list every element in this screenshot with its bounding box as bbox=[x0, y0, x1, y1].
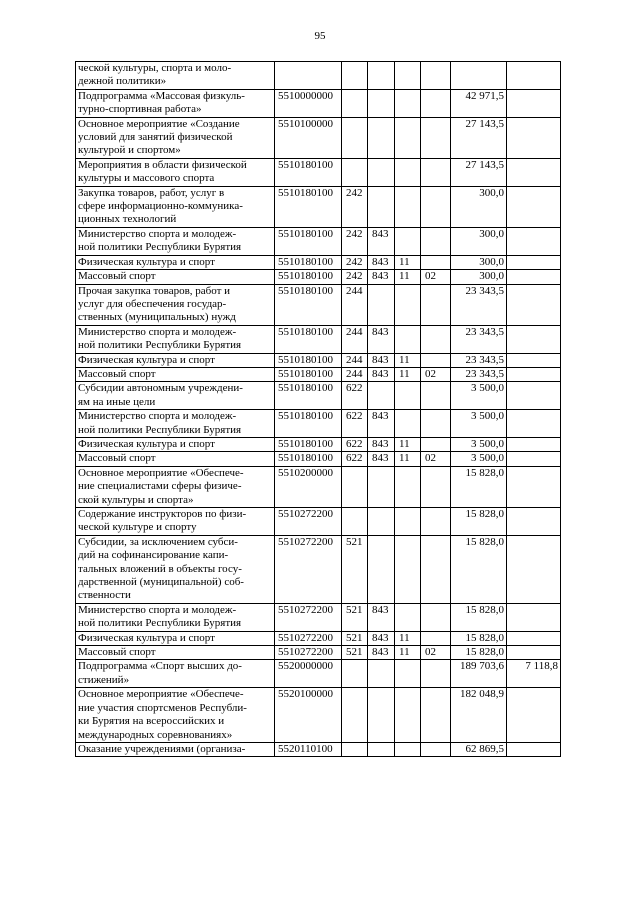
subsection-cell bbox=[421, 535, 451, 603]
table-row bbox=[76, 353, 561, 367]
expense-type-cell: 242 bbox=[342, 186, 368, 227]
target-code-cell: 5520110100 bbox=[275, 742, 342, 756]
row-name-cell: Подпрограмма «Спорт высших до- стижений» bbox=[76, 660, 275, 688]
row-name-cell: Оказание учреждениями (организа- bbox=[76, 742, 275, 756]
expense-type-cell bbox=[342, 660, 368, 688]
amount-cell: 23 343,5 bbox=[451, 367, 507, 381]
expense-type-cell: 244 bbox=[342, 353, 368, 367]
amount-extra-cell bbox=[507, 255, 561, 269]
row-name-cell: Мероприятия в области физической культуры и массового спорта bbox=[76, 158, 275, 186]
subsection-cell bbox=[421, 660, 451, 688]
row-name-cell: Физическая культура и спорт bbox=[76, 255, 275, 269]
amount-cell: 300,0 bbox=[451, 186, 507, 227]
expense-type-cell: 521 bbox=[342, 631, 368, 645]
amount-cell: 15 828,0 bbox=[451, 535, 507, 603]
target-code-cell: 5510200000 bbox=[275, 466, 342, 507]
amount-cell: 23 343,5 bbox=[451, 353, 507, 367]
amount-extra-cell bbox=[507, 688, 561, 743]
department-cell: 843 bbox=[368, 452, 395, 466]
amount-extra-cell bbox=[507, 646, 561, 660]
row-name-cell: Содержание инструкторов по физи- ческой культуре и спорту bbox=[76, 508, 275, 536]
subsection-cell bbox=[421, 603, 451, 631]
row-name-cell: Физическая культура и спорт bbox=[76, 437, 275, 451]
amount-cell: 189 703,6 bbox=[451, 660, 507, 688]
amount-cell: 15 828,0 bbox=[451, 631, 507, 645]
department-cell bbox=[368, 158, 395, 186]
subsection-cell bbox=[421, 631, 451, 645]
expense-type-cell bbox=[342, 62, 368, 90]
expense-type-cell bbox=[342, 742, 368, 756]
subsection-cell bbox=[421, 284, 451, 325]
target-code-cell: 5520000000 bbox=[275, 660, 342, 688]
amount-extra-cell bbox=[507, 603, 561, 631]
subsection-cell bbox=[421, 742, 451, 756]
amount-cell: 23 343,5 bbox=[451, 325, 507, 353]
department-cell bbox=[368, 382, 395, 410]
expense-type-cell bbox=[342, 117, 368, 158]
table-row bbox=[76, 227, 561, 255]
amount-extra-cell bbox=[507, 158, 561, 186]
target-code-cell: 5510180100 bbox=[275, 284, 342, 325]
amount-cell: 300,0 bbox=[451, 270, 507, 284]
section-cell bbox=[395, 158, 421, 186]
expense-type-cell: 622 bbox=[342, 410, 368, 438]
subsection-cell: 02 bbox=[421, 270, 451, 284]
amount-cell: 3 500,0 bbox=[451, 382, 507, 410]
table-row bbox=[76, 89, 561, 117]
table-row bbox=[76, 535, 561, 603]
target-code-cell: 5510180100 bbox=[275, 382, 342, 410]
table-row bbox=[76, 382, 561, 410]
target-code-cell: 5510180100 bbox=[275, 325, 342, 353]
expense-type-cell: 521 bbox=[342, 646, 368, 660]
subsection-cell bbox=[421, 382, 451, 410]
target-code-cell: 5510180100 bbox=[275, 437, 342, 451]
target-code-cell: 5510180100 bbox=[275, 367, 342, 381]
table-row bbox=[76, 466, 561, 507]
subsection-cell bbox=[421, 688, 451, 743]
subsection-cell bbox=[421, 437, 451, 451]
amount-extra-cell bbox=[507, 270, 561, 284]
table-row bbox=[76, 255, 561, 269]
department-cell bbox=[368, 186, 395, 227]
department-cell bbox=[368, 117, 395, 158]
amount-extra-cell bbox=[507, 508, 561, 536]
amount-extra-cell bbox=[507, 62, 561, 90]
department-cell bbox=[368, 508, 395, 536]
subsection-cell: 02 bbox=[421, 452, 451, 466]
section-cell bbox=[395, 284, 421, 325]
row-name-cell: Субсидии, за исключением субси- дий на софинансирование капи- тальных вложений в объекты госу- дарственной (муниципальной) соб- ственности bbox=[76, 535, 275, 603]
table-row bbox=[76, 186, 561, 227]
budget-table bbox=[75, 61, 561, 757]
amount-cell: 15 828,0 bbox=[451, 646, 507, 660]
department-cell: 843 bbox=[368, 631, 395, 645]
row-name-cell: Министерство спорта и молодеж- ной политики Республики Бурятия bbox=[76, 603, 275, 631]
table-row bbox=[76, 117, 561, 158]
section-cell bbox=[395, 603, 421, 631]
table-row bbox=[76, 603, 561, 631]
table-row bbox=[76, 742, 561, 756]
target-code-cell: 5510000000 bbox=[275, 89, 342, 117]
target-code-cell: 5510272200 bbox=[275, 603, 342, 631]
row-name-cell: Основное мероприятие «Обеспече- ние участия спортсменов Республи- ки Бурятия на всероссийских и международных соревнованиях» bbox=[76, 688, 275, 743]
amount-cell: 27 143,5 bbox=[451, 158, 507, 186]
department-cell bbox=[368, 535, 395, 603]
row-name-cell: Основное мероприятие «Создание условий для занятий физической культурой и спортом» bbox=[76, 117, 275, 158]
amount-extra-cell bbox=[507, 186, 561, 227]
section-cell: 11 bbox=[395, 367, 421, 381]
expense-type-cell: 521 bbox=[342, 603, 368, 631]
amount-extra-cell bbox=[507, 437, 561, 451]
expense-type-cell bbox=[342, 158, 368, 186]
expense-type-cell: 521 bbox=[342, 535, 368, 603]
table-row bbox=[76, 62, 561, 90]
row-name-cell: Массовый спорт bbox=[76, 452, 275, 466]
row-name-cell: Физическая культура и спорт bbox=[76, 631, 275, 645]
department-cell: 843 bbox=[368, 410, 395, 438]
amount-extra-cell bbox=[507, 325, 561, 353]
row-name-cell: Подпрограмма «Массовая физкуль- турно-спортивная работа» bbox=[76, 89, 275, 117]
section-cell bbox=[395, 660, 421, 688]
department-cell bbox=[368, 284, 395, 325]
row-name-cell: Основное мероприятие «Обеспече- ние специалистами сферы физиче- ской культуры и спорта» bbox=[76, 466, 275, 507]
expense-type-cell bbox=[342, 508, 368, 536]
subsection-cell bbox=[421, 158, 451, 186]
subsection-cell: 02 bbox=[421, 367, 451, 381]
expense-type-cell: 242 bbox=[342, 255, 368, 269]
page-number: 95 bbox=[314, 30, 326, 42]
target-code-cell bbox=[275, 62, 342, 90]
target-code-cell: 5510272200 bbox=[275, 508, 342, 536]
amount-cell: 182 048,9 bbox=[451, 688, 507, 743]
expense-type-cell: 622 bbox=[342, 452, 368, 466]
section-cell: 11 bbox=[395, 437, 421, 451]
expense-type-cell bbox=[342, 89, 368, 117]
department-cell bbox=[368, 89, 395, 117]
subsection-cell bbox=[421, 255, 451, 269]
row-name-cell: Субсидии автономным учреждени- ям на иные цели bbox=[76, 382, 275, 410]
amount-extra-cell: 7 118,8 bbox=[507, 660, 561, 688]
row-name-cell: ческой культуры, спорта и моло- дежной политики» bbox=[76, 62, 275, 90]
amount-cell: 42 971,5 bbox=[451, 89, 507, 117]
department-cell: 843 bbox=[368, 255, 395, 269]
amount-extra-cell bbox=[507, 367, 561, 381]
row-name-cell: Министерство спорта и молодеж- ной политики Республики Бурятия bbox=[76, 410, 275, 438]
row-name-cell: Физическая культура и спорт bbox=[76, 353, 275, 367]
amount-cell: 15 828,0 bbox=[451, 466, 507, 507]
section-cell bbox=[395, 117, 421, 158]
table-row bbox=[76, 508, 561, 536]
amount-cell: 3 500,0 bbox=[451, 437, 507, 451]
table-row bbox=[76, 646, 561, 660]
department-cell bbox=[368, 660, 395, 688]
amount-cell: 15 828,0 bbox=[451, 603, 507, 631]
expense-type-cell: 244 bbox=[342, 367, 368, 381]
subsection-cell bbox=[421, 89, 451, 117]
row-name-cell: Министерство спорта и молодеж- ной политики Республики Бурятия bbox=[76, 227, 275, 255]
subsection-cell bbox=[421, 227, 451, 255]
target-code-cell: 5510180100 bbox=[275, 158, 342, 186]
subsection-cell bbox=[421, 353, 451, 367]
section-cell: 11 bbox=[395, 353, 421, 367]
row-name-cell: Массовый спорт bbox=[76, 270, 275, 284]
target-code-cell: 5510180100 bbox=[275, 353, 342, 367]
expense-type-cell: 622 bbox=[342, 437, 368, 451]
table-row bbox=[76, 270, 561, 284]
department-cell: 843 bbox=[368, 325, 395, 353]
table-row bbox=[76, 631, 561, 645]
section-cell bbox=[395, 508, 421, 536]
expense-type-cell: 242 bbox=[342, 227, 368, 255]
department-cell bbox=[368, 62, 395, 90]
target-code-cell: 5510180100 bbox=[275, 452, 342, 466]
section-cell bbox=[395, 535, 421, 603]
amount-extra-cell bbox=[507, 382, 561, 410]
section-cell: 11 bbox=[395, 452, 421, 466]
target-code-cell: 5510180100 bbox=[275, 270, 342, 284]
table-row bbox=[76, 688, 561, 743]
amount-extra-cell bbox=[507, 353, 561, 367]
amount-extra-cell bbox=[507, 89, 561, 117]
section-cell bbox=[395, 227, 421, 255]
amount-extra-cell bbox=[507, 742, 561, 756]
table-row bbox=[76, 284, 561, 325]
row-name-cell: Закупка товаров, работ, услуг в сфере информационно-коммуника- ционных технологий bbox=[76, 186, 275, 227]
subsection-cell bbox=[421, 62, 451, 90]
amount-cell: 27 143,5 bbox=[451, 117, 507, 158]
target-code-cell: 5510272200 bbox=[275, 535, 342, 603]
section-cell bbox=[395, 62, 421, 90]
amount-extra-cell bbox=[507, 410, 561, 438]
subsection-cell bbox=[421, 466, 451, 507]
row-name-cell: Прочая закупка товаров, работ и услуг для обеспечения государ- ственных (муниципальных) нужд bbox=[76, 284, 275, 325]
target-code-cell: 5510272200 bbox=[275, 631, 342, 645]
department-cell: 843 bbox=[368, 646, 395, 660]
department-cell bbox=[368, 688, 395, 743]
amount-extra-cell bbox=[507, 227, 561, 255]
section-cell bbox=[395, 466, 421, 507]
target-code-cell: 5510272200 bbox=[275, 646, 342, 660]
table-row bbox=[76, 660, 561, 688]
department-cell: 843 bbox=[368, 353, 395, 367]
subsection-cell bbox=[421, 508, 451, 536]
section-cell bbox=[395, 325, 421, 353]
section-cell bbox=[395, 186, 421, 227]
row-name-cell: Массовый спорт bbox=[76, 646, 275, 660]
amount-extra-cell bbox=[507, 631, 561, 645]
expense-type-cell: 244 bbox=[342, 325, 368, 353]
department-cell bbox=[368, 466, 395, 507]
target-code-cell: 5510180100 bbox=[275, 410, 342, 438]
section-cell bbox=[395, 742, 421, 756]
amount-cell bbox=[451, 62, 507, 90]
department-cell bbox=[368, 742, 395, 756]
table-row bbox=[76, 367, 561, 381]
section-cell bbox=[395, 89, 421, 117]
table-row bbox=[76, 437, 561, 451]
subsection-cell bbox=[421, 117, 451, 158]
amount-cell: 23 343,5 bbox=[451, 284, 507, 325]
amount-cell: 62 869,5 bbox=[451, 742, 507, 756]
amount-extra-cell bbox=[507, 452, 561, 466]
department-cell: 843 bbox=[368, 437, 395, 451]
amount-cell: 15 828,0 bbox=[451, 508, 507, 536]
amount-cell: 3 500,0 bbox=[451, 410, 507, 438]
subsection-cell bbox=[421, 410, 451, 438]
section-cell: 11 bbox=[395, 270, 421, 284]
subsection-cell bbox=[421, 186, 451, 227]
department-cell: 843 bbox=[368, 227, 395, 255]
amount-cell: 300,0 bbox=[451, 255, 507, 269]
target-code-cell: 5520100000 bbox=[275, 688, 342, 743]
row-name-cell: Массовый спорт bbox=[76, 367, 275, 381]
amount-extra-cell bbox=[507, 284, 561, 325]
amount-cell: 3 500,0 bbox=[451, 452, 507, 466]
target-code-cell: 5510180100 bbox=[275, 186, 342, 227]
expense-type-cell: 622 bbox=[342, 382, 368, 410]
section-cell bbox=[395, 410, 421, 438]
section-cell bbox=[395, 382, 421, 410]
section-cell: 11 bbox=[395, 646, 421, 660]
subsection-cell: 02 bbox=[421, 646, 451, 660]
department-cell: 843 bbox=[368, 270, 395, 284]
department-cell: 843 bbox=[368, 603, 395, 631]
amount-extra-cell bbox=[507, 535, 561, 603]
target-code-cell: 5510100000 bbox=[275, 117, 342, 158]
section-cell bbox=[395, 688, 421, 743]
table-row bbox=[76, 325, 561, 353]
department-cell: 843 bbox=[368, 367, 395, 381]
expense-type-cell: 244 bbox=[342, 284, 368, 325]
table-row bbox=[76, 410, 561, 438]
expense-type-cell bbox=[342, 466, 368, 507]
amount-cell: 300,0 bbox=[451, 227, 507, 255]
table-row bbox=[76, 452, 561, 466]
section-cell: 11 bbox=[395, 631, 421, 645]
expense-type-cell: 242 bbox=[342, 270, 368, 284]
subsection-cell bbox=[421, 325, 451, 353]
section-cell: 11 bbox=[395, 255, 421, 269]
target-code-cell: 5510180100 bbox=[275, 255, 342, 269]
expense-type-cell bbox=[342, 688, 368, 743]
amount-extra-cell bbox=[507, 466, 561, 507]
row-name-cell: Министерство спорта и молодеж- ной политики Республики Бурятия bbox=[76, 325, 275, 353]
target-code-cell: 5510180100 bbox=[275, 227, 342, 255]
table-row bbox=[76, 158, 561, 186]
amount-extra-cell bbox=[507, 117, 561, 158]
